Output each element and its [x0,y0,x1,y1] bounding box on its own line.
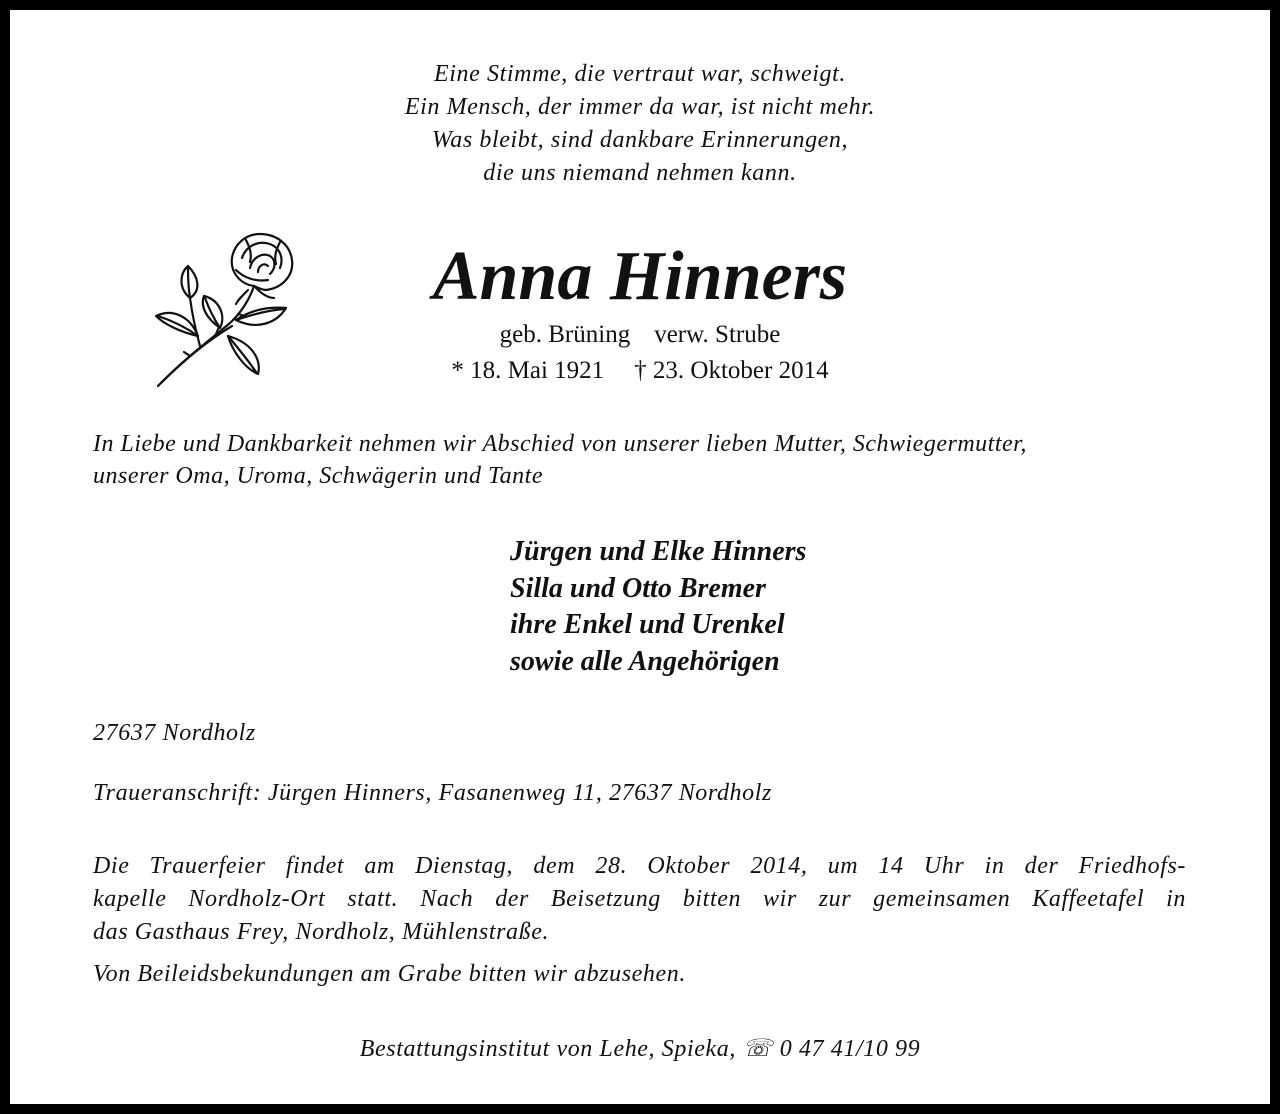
poem-line: Was bleibt, sind dankbare Erinnerungen, [431,127,849,153]
farewell-line: In Liebe und Dankbarkeit nehmen wir Abschied von unserer lieben Mutter, Schwiegermutter, [93,431,1027,457]
funeral-home: Bestattungsinstitut von Lehe, Spieka, ☏ 0 47 41/10 99 [359,1036,921,1062]
deceased-name: Anna Hinners [432,238,848,315]
widowed-name: verw. Strube [654,321,781,348]
birth-date: * 18. Mai 1921 [451,357,605,384]
ceremony-line: kapelle Nordholz-Ort statt. Nach der Beisetzung bitten wir zur gemeinsamen Kaffeetafel in [93,886,1186,912]
ceremony-line: das Gasthaus Frey, Nordholz, Mühlenstraße. [93,919,550,945]
death-date: † 23. Oktober 2014 [634,357,829,384]
mourner: ihre Enkel und Urenkel [510,609,785,640]
ceremony-line: Die Trauerfeier findet am Dienstag, dem 28. Oktober 2014, um 14 Uhr in der Friedhofs- [93,853,1186,879]
location: 27637 Nordholz [93,720,256,746]
mourner: sowie alle Angehörigen [510,645,780,677]
birth-name: geb. Brüning [499,321,631,348]
poem-line: Ein Mensch, der immer da war, ist nicht mehr. [404,94,876,120]
poem-line: die uns niemand nehmen kann. [483,160,797,186]
condolence-note: Von Beileidsbekundungen am Grabe bitten wir abzusehen. [93,961,686,987]
life-dates [340,355,940,387]
farewell-text [93,428,1193,492]
mourner: Jürgen und Elke Hinners [510,536,807,567]
ceremony-info [93,850,1186,991]
rose-icon [150,228,305,393]
mourning-address: Traueranschrift: Jürgen Hinners, Fasanenweg 11, 27637 Nordholz [93,780,772,806]
mourners-list [510,534,806,680]
maiden-names [340,320,940,350]
memorial-poem [0,58,1280,190]
poem-line: Eine Stimme, die vertraut war, schweigt. [434,61,846,87]
farewell-line: unserer Oma, Uroma, Schwägerin und Tante [93,463,543,489]
mourner: Silla und Otto Bremer [510,572,766,604]
